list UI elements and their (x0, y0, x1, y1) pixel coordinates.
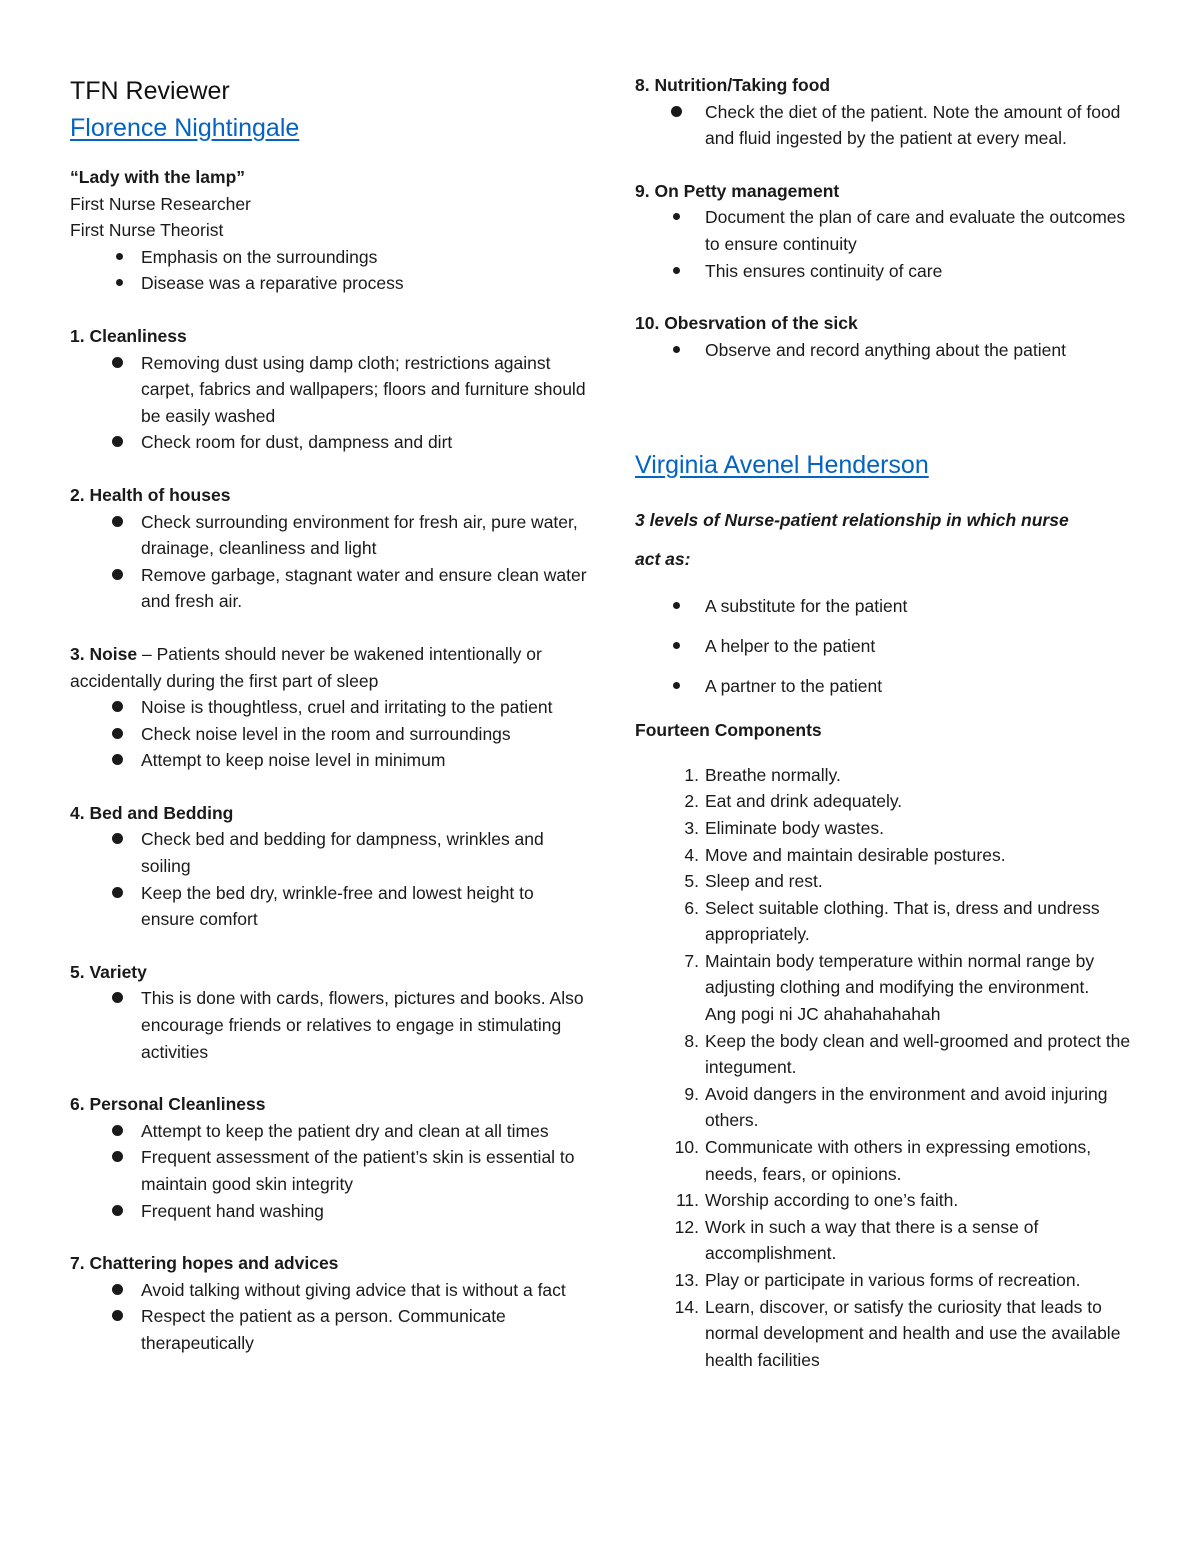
list-item (635, 1267, 1135, 1294)
list-item (635, 1187, 1135, 1214)
page-title: TFN Reviewer (70, 77, 230, 105)
intro-list (70, 244, 590, 297)
list-item: A partner to the patient (635, 673, 1135, 700)
list-item: Frequent assessment of the patient’s skin is essential to maintain good skin integrity (70, 1144, 590, 1197)
item-number: 3. (684, 817, 699, 838)
list-item: A substitute for the patient (635, 593, 1135, 620)
section-heading-chattering-hopes: 7. Chattering hopes and advices (70, 1253, 339, 1274)
noise-title: 3. Noise (70, 643, 138, 664)
list-item (635, 948, 1135, 1028)
section-heading-petty-management: 9. On Petty management (635, 180, 840, 201)
list-item: This ensures continuity of care (635, 258, 1135, 285)
item-number: 12. (674, 1216, 699, 1237)
list-item (635, 1081, 1135, 1134)
item-number: 10. (674, 1137, 699, 1158)
section-heading-health-of-houses: 2. Health of houses (70, 484, 231, 505)
list-item: Emphasis on the surroundings (70, 244, 590, 271)
section-heading-personal-cleanliness: 6. Personal Cleanliness (70, 1094, 266, 1115)
item-number: 8. (684, 1030, 699, 1051)
list-item: Avoid talking without giving advice that is without a fact (70, 1277, 590, 1304)
list-item: A helper to the patient (635, 633, 1135, 660)
cleanliness-list (70, 350, 590, 456)
nutrition-list (635, 99, 1135, 152)
list-item: Disease was a reparative process (70, 270, 590, 297)
item-text: Sleep and rest. (705, 871, 823, 892)
nightingale-heading-link[interactable]: Florence Nightingale (70, 114, 300, 142)
item-text: Select suitable clothing. That is, dress and undress appropriately. (705, 897, 1100, 945)
levels-list (635, 593, 1135, 699)
list-item (635, 895, 1135, 948)
item-number: 1. (684, 764, 699, 785)
item-number: 5. (684, 871, 699, 892)
section-heading-bed-and-bedding: 4. Bed and Bedding (70, 802, 234, 823)
item-text: Maintain body temperature within normal range by adjusting clothing and modifying the environment. (705, 950, 1095, 998)
list-item: Check room for dust, dampness and dirt (70, 429, 590, 456)
nickname: “Lady with the lamp” (70, 167, 246, 187)
item-text: Work in such a way that there is a sense of accomplishment. (705, 1216, 1039, 1264)
list-item (635, 815, 1135, 842)
item-number: 9. (684, 1083, 699, 1104)
noise-list (70, 694, 590, 774)
section-heading-cleanliness: 1. Cleanliness (70, 325, 187, 346)
variety-list (70, 985, 590, 1065)
item-text: Avoid dangers in the environment and avoid injuring others. (705, 1083, 1108, 1131)
list-item (635, 788, 1135, 815)
observation-list (635, 337, 1135, 364)
right-column (635, 72, 1135, 1373)
list-item (635, 842, 1135, 869)
list-item: Check the diet of the patient. Note the amount of food and fluid ingested by the patient at every meal. (635, 99, 1135, 152)
section-heading-noise (70, 641, 590, 694)
item-number: 11. (675, 1190, 699, 1211)
item-number: 13. (674, 1270, 699, 1290)
researcher-line: First Nurse Researcher (70, 193, 251, 214)
chattering-hopes-list (70, 1277, 590, 1357)
item-text: Eat and drink adequately. (705, 791, 903, 812)
item-text: Breathe normally. (705, 764, 841, 785)
list-item: Frequent hand washing (70, 1198, 590, 1225)
list-item: Removing dust using damp cloth; restrictions against carpet, fabrics and wallpapers; floors and furniture should be easily washed (70, 350, 590, 430)
bed-and-bedding-list (70, 826, 590, 932)
item-text: Keep the body clean and well-groomed and protect the integument. (705, 1030, 1131, 1078)
list-item: Check surrounding environment for fresh air, pure water, drainage, cleanliness and light (70, 509, 590, 562)
list-item: Remove garbage, stagnant water and ensure clean water and fresh air. (70, 562, 590, 615)
list-item: Noise is thoughtless, cruel and irritating to the patient (70, 694, 590, 721)
henderson-heading-link[interactable]: Virginia Avenel Henderson (635, 451, 929, 480)
item-text: Move and maintain desirable postures. (705, 844, 1006, 865)
item-number: 2. (684, 791, 699, 812)
list-item: Document the plan of care and evaluate the outcomes to ensure continuity (635, 204, 1135, 257)
list-item (635, 1028, 1135, 1081)
components-list (635, 762, 1135, 1374)
levels-heading-line-1: 3 levels of Nurse-patient relationship in which nurse (635, 510, 1069, 531)
list-item: Attempt to keep the patient dry and clean at all times (70, 1118, 590, 1145)
list-item (635, 1214, 1135, 1267)
section-heading-nutrition: 8. Nutrition/Taking food (635, 75, 831, 95)
theorist-line: First Nurse Theorist (70, 220, 224, 241)
item-text: Eliminate body wastes. (705, 817, 884, 838)
list-item: Respect the patient as a person. Communicate therapeutically (70, 1303, 590, 1356)
list-item: Check bed and bedding for dampness, wrinkles and soiling (70, 826, 590, 879)
item-text: Learn, discover, or satisfy the curiosity that leads to normal development and health and use the available health facilities (705, 1296, 1121, 1370)
item-number: 4. (684, 844, 699, 865)
item-text: Communicate with others in expressing emotions, needs, fears, or opinions. (705, 1137, 1092, 1184)
list-item: Attempt to keep noise level in minimum (70, 747, 590, 774)
list-item (635, 868, 1135, 895)
section-heading-variety: 5. Variety (70, 961, 147, 982)
list-item: Check noise level in the room and surroundings (70, 721, 590, 748)
list-item (635, 762, 1135, 789)
item-number: 14. (674, 1296, 699, 1317)
left-column (70, 72, 590, 1357)
health-of-houses-list (70, 509, 590, 615)
levels-heading-line-2: act as: (635, 549, 691, 570)
list-item: Keep the bed dry, wrinkle-free and lowest height to ensure comfort (70, 880, 590, 933)
list-item: Observe and record anything about the patient (635, 337, 1135, 364)
list-item: This is done with cards, flowers, pictures and books. Also encourage friends or relatives to engage in stimulating activities (70, 985, 590, 1065)
list-item (635, 1134, 1135, 1187)
item-text: Worship according to one’s faith. (705, 1190, 959, 1211)
petty-management-list (635, 204, 1135, 284)
item-number: 6. (684, 897, 699, 918)
item-number: 7. (684, 950, 699, 971)
components-heading: Fourteen Components (635, 720, 822, 741)
component-7-note: Ang pogi ni JC ahahahahahah (705, 1004, 941, 1025)
personal-cleanliness-list (70, 1118, 590, 1224)
list-item (635, 1294, 1135, 1374)
item-text: Play or participate in various forms of recreation. (705, 1270, 1081, 1290)
section-heading-observation: 10. Obesrvation of the sick (635, 313, 858, 334)
noise-description: – Patients should never be wakened intentionally or accidentally during the first part of sleep (70, 643, 542, 691)
